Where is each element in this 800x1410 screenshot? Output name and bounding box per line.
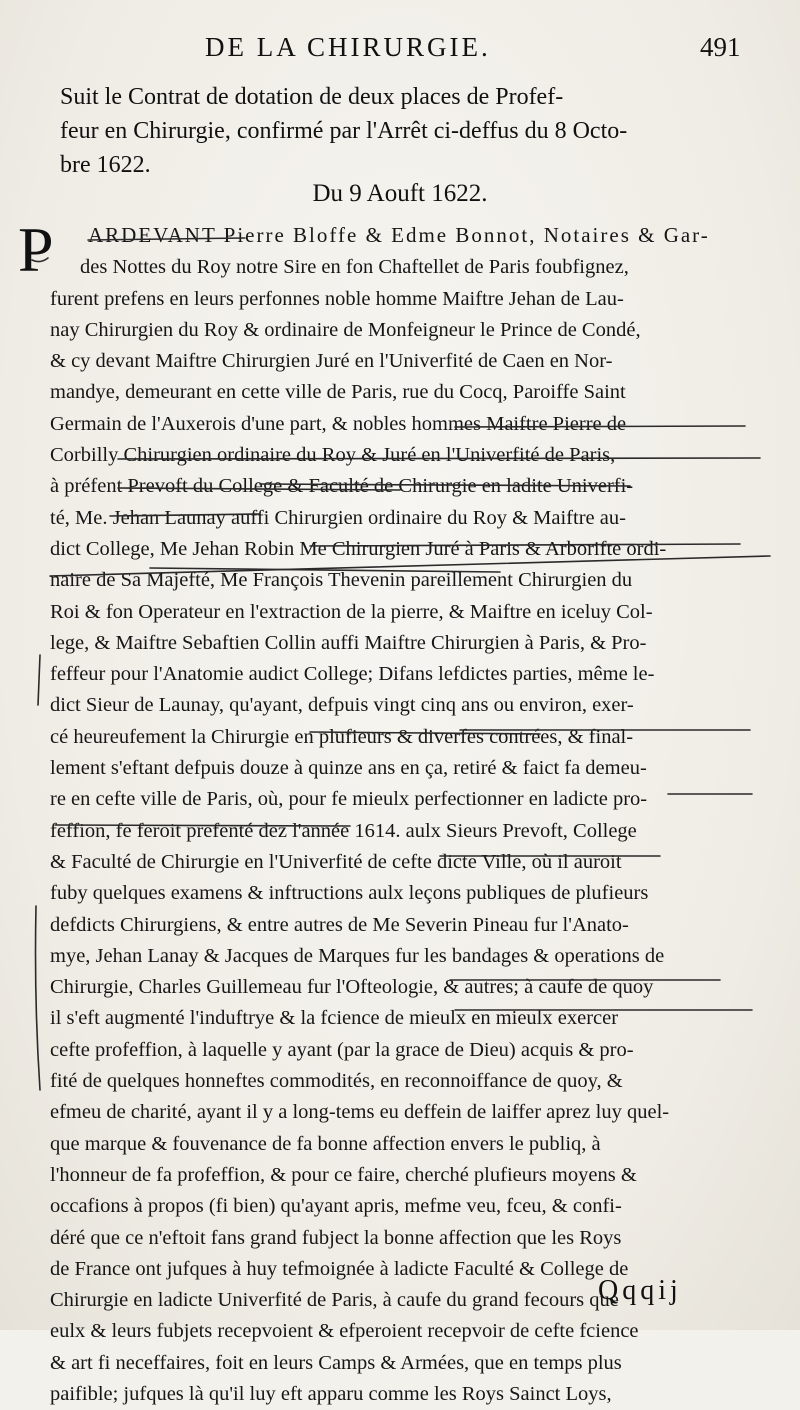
body-line: dict Sieur de Launay, qu'ayant, defpuis vingt cinq ans ou environ, exer-	[50, 694, 634, 717]
margin-bracket	[36, 906, 41, 1090]
body-line: té, Me. Jehan Launay auffi Chirurgien ordinaire du Roy & Maiftre au-	[50, 506, 626, 529]
body-line: furent prefens en leurs perfonnes noble homme Maiftre Jehan de Lau-	[50, 287, 624, 310]
body-first-line	[50, 220, 760, 252]
margin-bracket	[38, 655, 40, 705]
body-first-line-text: ARDEVANT Pierre Bloffe & Edme Bonnot, Notaires & Gar-	[88, 223, 710, 247]
intro-line: feur en Chirurgie, confirmé par l'Arrêt ci-deffus du 8 Octo-	[60, 118, 628, 144]
body-line: cé heureufement la Chirurgie en plufieurs & diverfes contrées, & final-	[50, 725, 634, 748]
body-line: & Faculté de Chirurgie en l'Univerfité de cefte dicte Ville, où il auroit	[50, 850, 622, 873]
intro-heading	[60, 80, 765, 182]
running-title: DE LA CHIRURGIE.	[205, 32, 491, 62]
body-line: mandye, demeurant en cette ville de Paris, rue du Cocq, Paroiffe Saint	[50, 381, 626, 404]
body-line: & art fi neceffaires, foit en leurs Camps & Armées, que en temps plus	[50, 1351, 622, 1374]
body-line: lement s'eftant defpuis douze à quinze ans en ça, retiré & faict fa demeu-	[50, 757, 647, 780]
body-line: que marque & fouvenance de fa bonne affection envers le publiq, à	[50, 1132, 601, 1155]
body-line: mye, Jehan Lanay & Jacques de Marques fur les bandages & operations de	[50, 944, 665, 967]
body-text	[50, 220, 760, 1410]
body-line: feffion, fe feroit prefenté dez l'année 1614. aulx Sieurs Prevoft, College	[50, 819, 637, 842]
body-line: occafions à propos (fi bien) qu'ayant apris, mefme veu, fceu, & confi-	[50, 1195, 622, 1218]
body-line: Chirurgie, Charles Guillemeau fur l'Ofteologie, & autres; à caufe de quoy	[50, 976, 654, 999]
page-number: 491	[700, 32, 741, 62]
body-line: fuby quelques examens & inftructions aulx leçons publiques de plufieurs	[50, 882, 649, 905]
body-line: des Nottes du Roy notre Sire en fon Chaftellet de Paris foubfignez,	[80, 256, 629, 279]
body-line: déré que ce n'eftoit fans grand fubject la bonne affection que les Roys	[50, 1226, 622, 1249]
body-line: eulx & leurs fubjets recepvoient & efperoient recepvoir de cefte fcience	[50, 1320, 639, 1343]
intro-line: bre 1622.	[60, 152, 151, 178]
catchword: Qqqij	[598, 1275, 682, 1306]
body-line: fité de quelques honneftes commodités, en reconnoiffance de quoy, &	[50, 1070, 623, 1093]
body-line: defdicts Chirurgiens, & entre autres de Me Severin Pineau fur l'Anato-	[50, 913, 629, 936]
body-line: lege, & Maiftre Sebaftien Collin auffi Maiftre Chirurgien à Paris, & Pro-	[50, 631, 647, 654]
body-line: Corbilly Chirurgien ordinaire du Roy & Juré en l'Univerfité de Paris,	[50, 444, 616, 467]
body-line: & cy devant Maiftre Chirurgien Juré en l'Univerfité de Caen en Nor-	[50, 350, 613, 373]
body-line: Chirurgie en ladicte Univerfité de Paris, à caufe du grand fecours que	[50, 1289, 619, 1312]
body-line: à préfent Prevoft du College & Faculté de Chirurgie en ladite Univerfi-	[50, 475, 634, 498]
body-line: feffeur pour l'Anatomie audict College; Difans lefdictes parties, même le-	[50, 663, 655, 686]
drop-cap: P	[18, 214, 54, 285]
body-line: re en cefte ville de Paris, où, pour fe mieulx perfectionner en ladicte pro-	[50, 788, 648, 811]
date-subtitle: Du 9 Aouft 1622.	[312, 180, 488, 207]
body-line: cefte profeffion, à laquelle y ayant (par la grace de Dieu) acquis & pro-	[50, 1038, 634, 1061]
body-line: paifible; jufques là qu'il luy eft apparu comme les Roys Sainct Loys,	[50, 1382, 612, 1405]
body-line: nay Chirurgien du Roy & ordinaire de Monfeigneur le Prince de Condé,	[50, 318, 641, 341]
body-line: Roi & fon Operateur en l'extraction de la pierre, & Maiftre en iceluy Col-	[50, 600, 653, 623]
body-line: dict College, Me Jehan Robin Me Chirurgien Juré à Paris & Arborifte ordi-	[50, 537, 667, 560]
body-line: efmeu de charité, ayant il y a long-tems eu deffein de laiffer aprez luy quel-	[50, 1101, 670, 1124]
intro-line: Suit le Contrat de dotation de deux places de Profef-	[60, 84, 564, 110]
body-line: de France ont jufques à huy tefmoignée à ladicte Faculté & College de	[50, 1257, 629, 1280]
body-line: l'honneur de fa profeffion, & pour ce faire, cherché plufieurs moyens &	[50, 1163, 637, 1186]
page-header	[0, 30, 800, 70]
body-line: naire de Sa Majefté, Me François Thevenin pareillement Chirurgien du	[50, 569, 633, 592]
body-line: il s'eft augmenté l'induftrye & la fcience de mieulx en mieulx exercer	[50, 1007, 619, 1030]
body-line: Germain de l'Auxerois d'une part, & nobles hommes Maiftre Pierre de	[50, 412, 627, 435]
